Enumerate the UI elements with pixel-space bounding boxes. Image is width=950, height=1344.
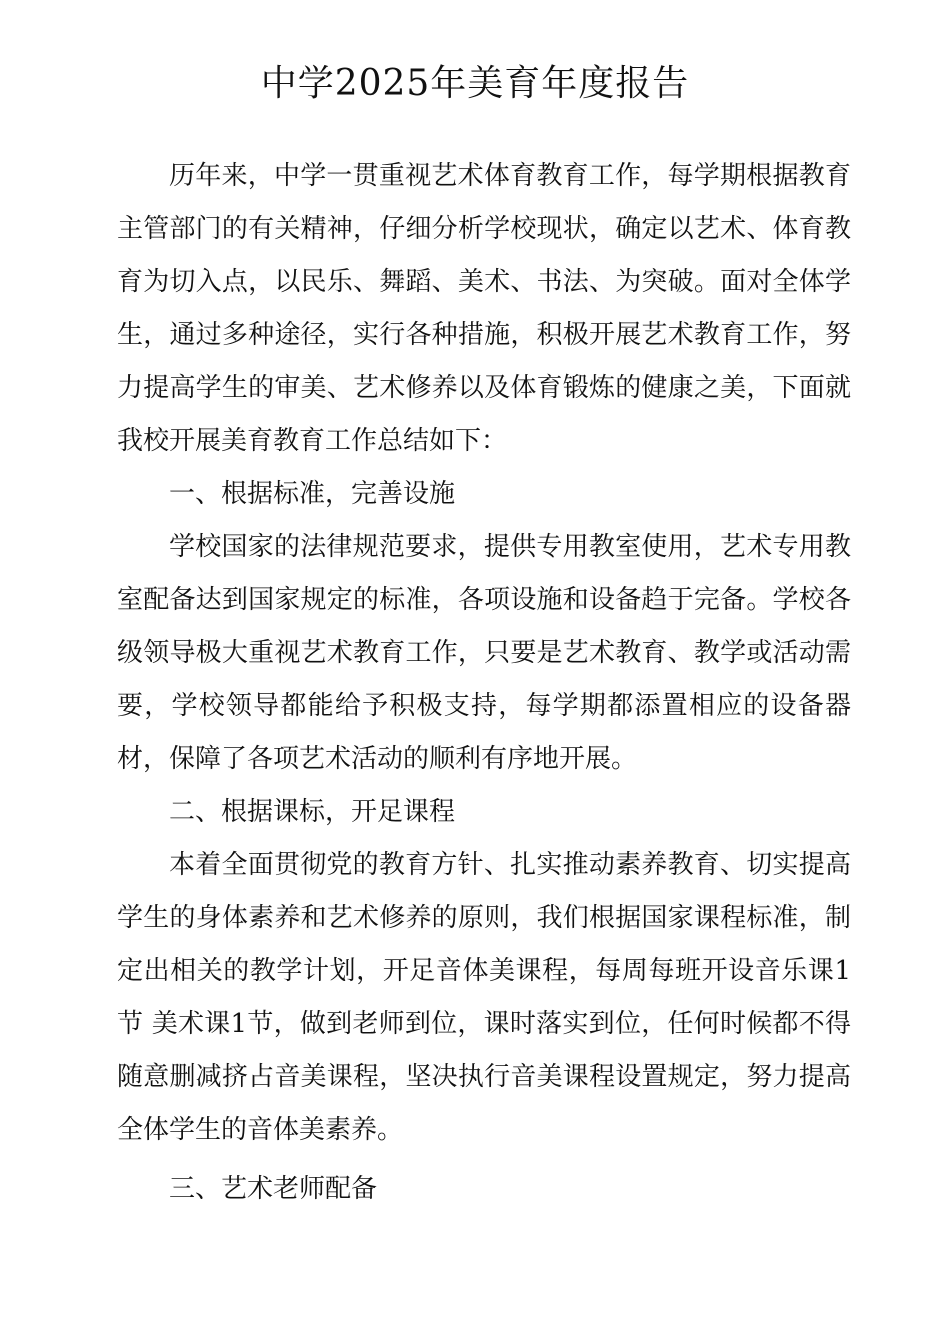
document-title: 中学2025年美育年度报告 xyxy=(260,63,690,104)
section-paragraph-2: 本着全面贯彻党的教育方针、扎实推动素养教育、切实提高学生的身体素养和艺术修养的原则，我们根据国家课程标准，制定出相关的教学计划，开足音体美课程，每周每班开设音乐课1节 美术课1节，做到老师到位，课时落实到位，任何时候都不得随意删减挤占音美课程，坚决执行音美课程设置规定，努力提高全体学生的音体美素养。 xyxy=(117,850,851,1145)
intro-paragraph: 历年来，中学一贯重视艺术体育教育工作，每学期根据教育主管部门的有关精神，仔细分析学校现状，确定以艺术、体育教育为切入点，以民乐、舞蹈、美术、书法、为突破。面对全体学生，通过多种途径，实行各种措施，积极开展艺术教育工作，努力提高学生的审美、艺术修养以及体育锻炼的健康之美，下面就我校开展美育教育工作总结如下： xyxy=(117,161,851,456)
section-heading-1: 一、根据标准，完善设施 xyxy=(169,479,456,509)
document-body xyxy=(117,150,851,1216)
section-paragraph-1: 学校国家的法律规范要求，提供专用教室使用，艺术专用教室配备达到国家规定的标准，各项设施和设备趋于完备。学校各级领导极大重视艺术教育工作，只要是艺术教育、教学或活动需要，学校领导都能给予积极支持，每学期都添置相应的设备器材，保障了各项艺术活动的顺利有序地开展。 xyxy=(117,532,851,774)
section-heading-3: 三、艺术老师配备 xyxy=(169,1174,378,1204)
section-heading-2: 二、根据课标，开足课程 xyxy=(169,797,456,827)
